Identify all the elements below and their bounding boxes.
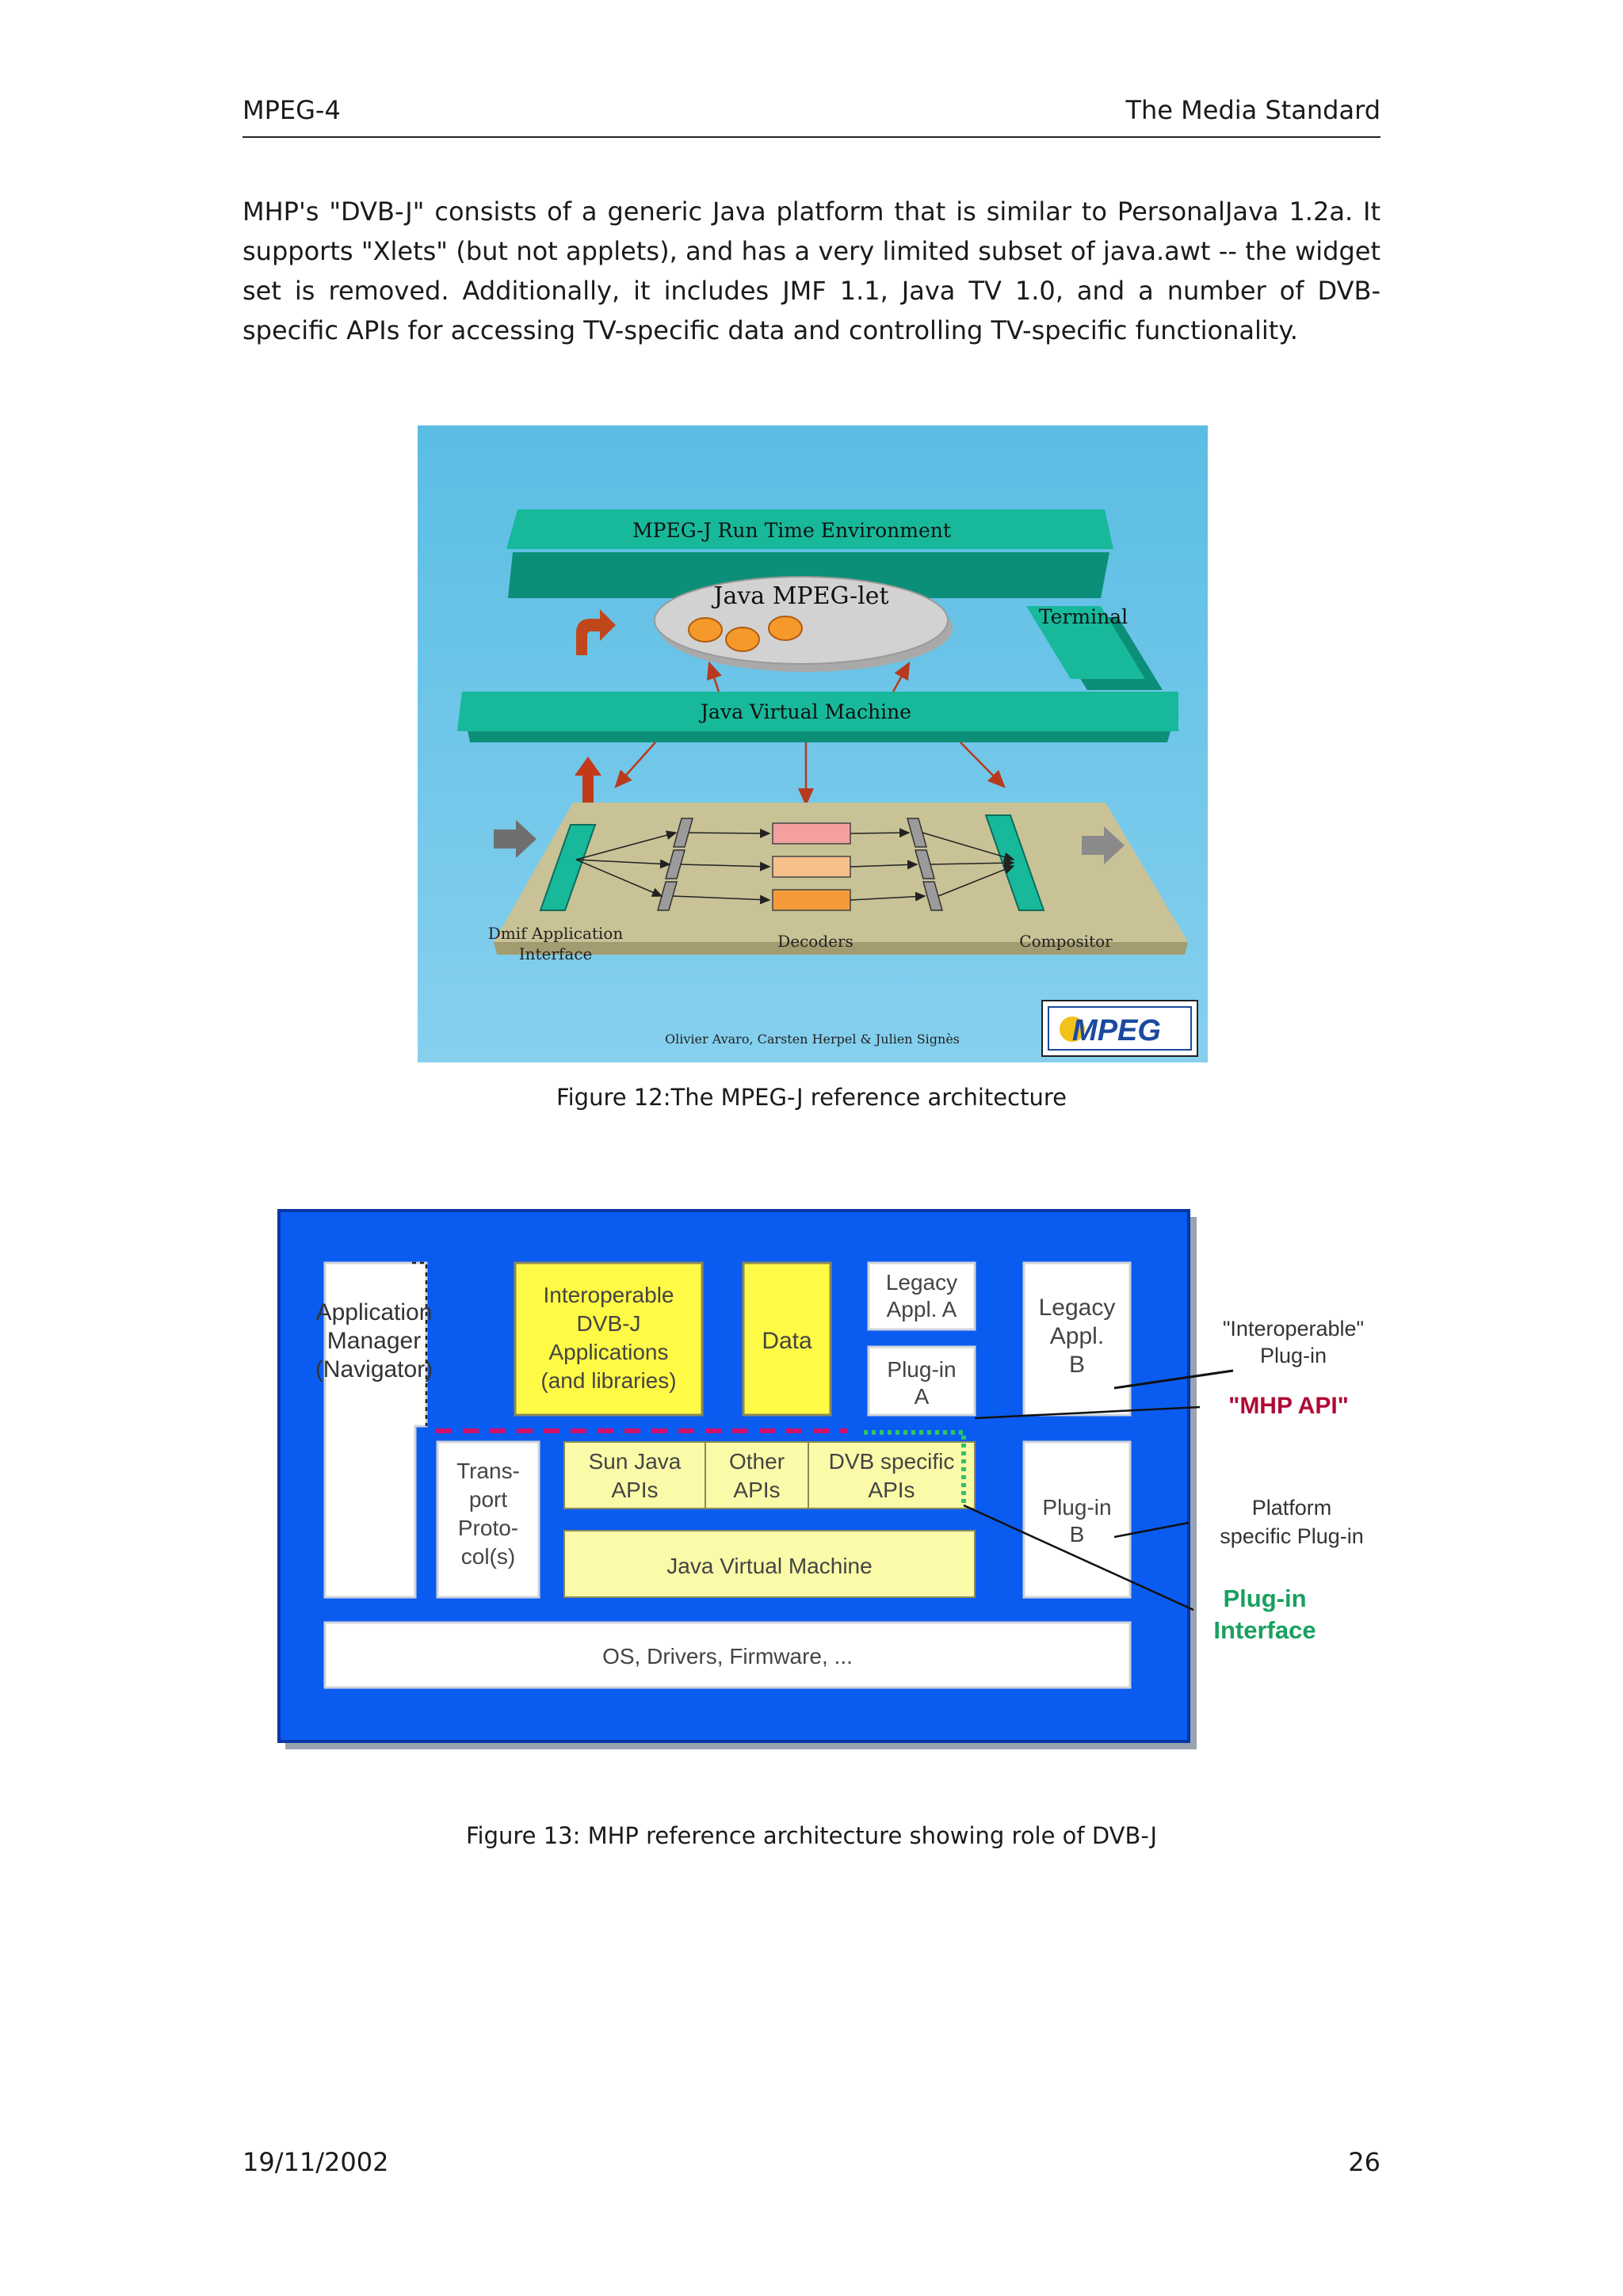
body-paragraph: MHP's "DVB-J" consists of a generic Java platform that is similar to PersonalJava 1.2a. It supports "Xlets" (but not applets), and has a very limited subset of java.awt -- the widget set is removed. Additionally, it includes JMF 1.1, Java TV 1.0, and a number of DVB-specific APIs for accessing TV-specific data and controlling TV-specific functionality.: [242, 196, 1381, 345]
legacy-a-label-line2: Appl. A: [886, 1297, 957, 1322]
transport-label-line1: Trans-: [456, 1459, 520, 1483]
dvb-apis-label-line2: APIs: [868, 1478, 915, 1502]
os-label: OS, Drivers, Firmware, ...: [602, 1644, 853, 1669]
legacy-a-label-line1: Legacy: [885, 1270, 958, 1295]
mpeglet-object: [726, 627, 759, 651]
app-manager-label-line3: (Navigator): [315, 1356, 433, 1383]
fig12-credits: Olivier Avaro, Carsten Herpel & Julien Signès: [664, 1032, 960, 1047]
platform-plugin-label-line1: Platform: [1251, 1496, 1332, 1520]
terminal-label: Terminal: [1038, 605, 1128, 628]
plugin-b-label-line2: B: [1069, 1522, 1085, 1547]
transport-label-line3: Proto-: [457, 1516, 519, 1540]
header-left: MPEG-4: [242, 95, 341, 125]
plugin-b-label-line1: Plug-in: [1042, 1495, 1112, 1520]
other-apis-label-line1: Other: [728, 1449, 785, 1474]
decoders-label: Decoders: [777, 932, 854, 951]
decoder-box: [773, 890, 850, 910]
figure-13-mhp-architecture: [269, 1204, 1411, 1751]
header-right: The Media Standard: [1125, 95, 1381, 125]
legacy-b-label-line3: B: [1068, 1352, 1086, 1378]
mhp-api-label: "MHP API": [1228, 1393, 1349, 1419]
platform-plugin-label-line2: specific Plug-in: [1220, 1524, 1364, 1548]
interop-apps-label-line3: Applications: [548, 1340, 669, 1364]
plugin-interface-label-line1: Plug-in: [1223, 1585, 1307, 1612]
app-manager-label-line2: Manager: [327, 1328, 422, 1354]
app-manager-label-line1: Application: [315, 1299, 433, 1325]
interop-plugin-label-line2: Plug-in: [1259, 1344, 1327, 1367]
compositor-label: Compositor: [1019, 932, 1113, 951]
interop-apps-label-line1: Interoperable: [543, 1283, 674, 1307]
transport-label-line4: col(s): [460, 1544, 516, 1569]
mpeglet-label: Java MPEG-let: [713, 582, 889, 610]
dmif-label-line2: Interface: [518, 944, 593, 963]
plugin-interface-label-line2: Interface: [1213, 1616, 1316, 1644]
transport-label-line2: port: [468, 1487, 508, 1512]
sun-apis-label-line2: APIs: [611, 1478, 659, 1502]
runtime-label: MPEG-J Run Time Environment: [632, 519, 951, 542]
dmif-label-line1: Dmif Application: [487, 924, 624, 943]
plugin-a-label-line1: Plug-in: [887, 1357, 957, 1382]
sun-apis-label-line1: Sun Java: [588, 1449, 682, 1474]
decoder-box: [773, 856, 850, 877]
figure-12-mpegj-architecture: [418, 425, 1208, 1062]
decoder-box: [773, 823, 850, 844]
footer-date: 19/11/2002: [242, 2147, 389, 2177]
interop-apps-label-line2: DVB-J: [576, 1311, 641, 1336]
mpeglet-object: [769, 616, 802, 640]
footer-page-number: 26: [1348, 2147, 1381, 2177]
legacy-b-label-line2: Appl.: [1049, 1323, 1105, 1349]
jvm-label: Java Virtual Machine: [701, 700, 911, 723]
figure-13-caption: Figure 13: MHP reference architecture showing role of DVB-J: [465, 1822, 1158, 1849]
header-rule: [242, 136, 1381, 138]
data-label: Data: [762, 1328, 812, 1354]
legacy-b-label-line1: Legacy: [1038, 1295, 1116, 1321]
mpeg-logo: MPEG: [1072, 1014, 1161, 1047]
mpeglet-object: [689, 618, 722, 642]
interop-apps-label-line4: (and libraries): [540, 1368, 677, 1393]
jvm-box-label: Java Virtual Machine: [666, 1554, 873, 1578]
plugin-a-label-line2: A: [914, 1384, 930, 1409]
dvb-apis-label-line1: DVB specific: [828, 1449, 955, 1474]
other-apis-label-line2: APIs: [733, 1478, 781, 1502]
figure-12-caption: Figure 12:The MPEG-J reference architecture: [556, 1084, 1067, 1111]
interop-plugin-label-line1: "Interoperable": [1222, 1317, 1365, 1341]
